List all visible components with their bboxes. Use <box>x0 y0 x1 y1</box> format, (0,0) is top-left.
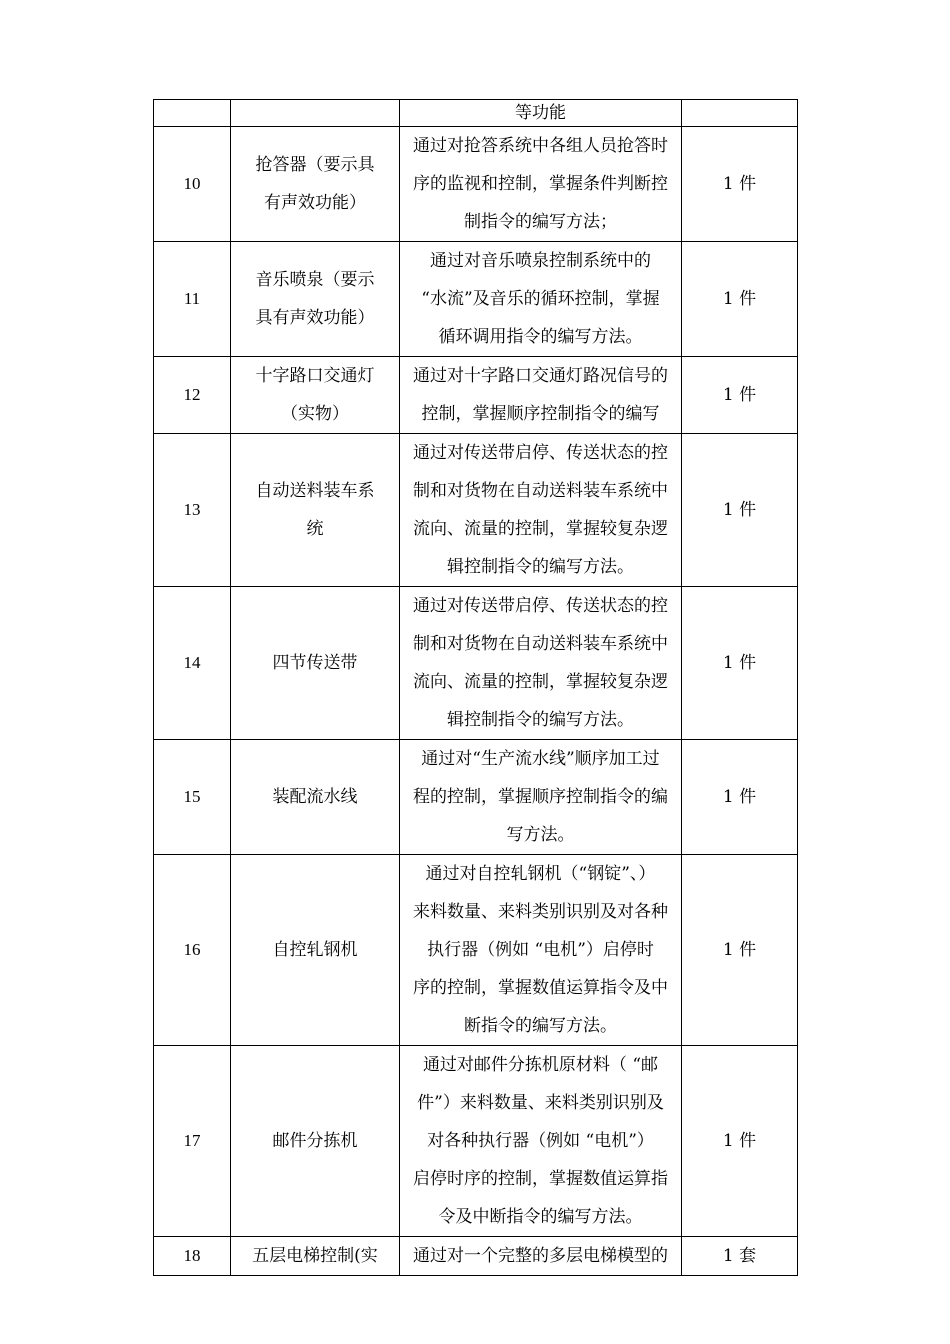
item-name <box>231 587 400 740</box>
item-description-line: 制和对货物在自动送料装车系统中 <box>413 634 668 654</box>
table-row <box>154 740 798 855</box>
item-description <box>400 242 682 357</box>
item-name <box>231 855 400 1046</box>
item-name-line: 有声效功能） <box>264 193 366 213</box>
item-description-line: 来料数量、来料类别识别及对各种 <box>413 902 668 922</box>
item-description-line: 流向、流量的控制，掌握较复杂逻 <box>413 672 668 692</box>
table-row <box>154 587 798 740</box>
item-name <box>231 127 400 242</box>
item-number: 12 <box>154 357 231 434</box>
item-name <box>231 1237 400 1276</box>
item-description-line: 通过对传送带启停、传送状态的控 <box>413 596 668 616</box>
item-description-line: 通过对抢答系统中各组人员抢答时 <box>413 136 668 156</box>
item-description-line: 循环调用指令的编写方法。 <box>438 327 643 347</box>
item-name-line: 统 <box>306 519 324 539</box>
item-name-line: 十字路口交通灯 <box>255 366 375 386</box>
item-description-line: 通过对邮件分拣机原材料（ “邮 <box>422 1055 659 1075</box>
item-description-line: 对各种执行器（例如 “电机”） <box>427 1131 654 1151</box>
item-description-line: 制指令的编写方法； <box>464 212 617 232</box>
item-quantity <box>682 100 798 127</box>
item-number: 10 <box>154 127 231 242</box>
item-description <box>400 740 682 855</box>
item-number: 16 <box>154 855 231 1046</box>
item-description-line: 等功能 <box>515 103 566 123</box>
item-quantity: 1 件 <box>682 587 798 740</box>
item-number: 17 <box>154 1046 231 1237</box>
table-row <box>154 127 798 242</box>
item-quantity: 1 件 <box>682 127 798 242</box>
table-row <box>154 100 798 127</box>
item-number: 11 <box>154 242 231 357</box>
item-quantity: 1 件 <box>682 434 798 587</box>
item-quantity: 1 件 <box>682 1046 798 1237</box>
item-description <box>400 434 682 587</box>
item-name <box>231 242 400 357</box>
item-description <box>400 855 682 1046</box>
item-number: 14 <box>154 587 231 740</box>
item-description-line: 制和对货物在自动送料装车系统中 <box>413 481 668 501</box>
item-description-line: 辑控制指令的编写方法。 <box>447 557 634 577</box>
item-description-line: 通过对音乐喷泉控制系统中的 <box>430 251 651 271</box>
item-quantity: 1 套 <box>682 1237 798 1276</box>
item-description-line: 执行器（例如 “电机”）启停时 <box>427 940 654 960</box>
item-quantity: 1 件 <box>682 242 798 357</box>
item-description-line: 写方法。 <box>506 825 575 845</box>
item-name-line: （实物） <box>281 404 349 424</box>
item-number: 18 <box>154 1237 231 1276</box>
item-description-line: 辑控制指令的编写方法。 <box>447 710 634 730</box>
item-description-line: 序的监视和控制，掌握条件判断控 <box>413 174 668 194</box>
item-name-line: 自控轧钢机 <box>272 940 358 960</box>
item-description-line: “水流”及音乐的循环控制，掌握 <box>421 289 660 309</box>
item-name-line: 装配流水线 <box>272 787 358 807</box>
item-description-line: 件”）来料数量、来料类别识别及 <box>417 1093 664 1113</box>
item-name <box>231 740 400 855</box>
item-name <box>231 357 400 434</box>
table-row <box>154 1237 798 1276</box>
item-number <box>154 100 231 127</box>
item-quantity: 1 件 <box>682 855 798 1046</box>
item-description-line: 断指令的编写方法。 <box>464 1016 617 1036</box>
item-name-line: 邮件分拣机 <box>272 1131 358 1151</box>
item-description-line: 通过对自控轧钢机（“钢锭”、） <box>425 864 656 884</box>
table-row <box>154 357 798 434</box>
item-number: 15 <box>154 740 231 855</box>
item-description-line: 通过对一个完整的多层电梯模型的 <box>413 1246 668 1266</box>
item-name-line: 抢答器（要示具 <box>255 155 375 175</box>
item-description-line: 通过对十字路口交通灯路况信号的 <box>413 366 668 386</box>
item-description <box>400 1237 682 1276</box>
item-name-line: 具有声效功能） <box>255 308 375 328</box>
item-number: 13 <box>154 434 231 587</box>
item-name <box>231 1046 400 1237</box>
table-row <box>154 242 798 357</box>
table-row <box>154 1046 798 1237</box>
item-description <box>400 127 682 242</box>
table-row <box>154 434 798 587</box>
item-description-line: 程的控制，掌握顺序控制指令的编 <box>413 787 668 807</box>
item-name-line: 音乐喷泉（要示 <box>255 270 375 290</box>
table-row <box>154 855 798 1046</box>
item-description-line: 启停时序的控制，掌握数值运算指 <box>413 1169 668 1189</box>
item-name-line: 五层电梯控制(实 <box>252 1246 378 1266</box>
item-name <box>231 100 400 127</box>
item-description-line: 通过对传送带启停、传送状态的控 <box>413 443 668 463</box>
item-description <box>400 100 682 127</box>
item-quantity: 1 件 <box>682 740 798 855</box>
item-description <box>400 1046 682 1237</box>
item-description <box>400 587 682 740</box>
item-description-line: 控制，掌握顺序控制指令的编写 <box>421 404 660 424</box>
item-description-line: 通过对“生产流水线”顺序加工过 <box>421 749 660 769</box>
item-quantity: 1 件 <box>682 357 798 434</box>
item-description-line: 序的控制，掌握数值运算指令及中 <box>413 978 668 998</box>
item-description-line: 流向、流量的控制，掌握较复杂逻 <box>413 519 668 539</box>
equipment-table-body <box>154 100 798 1276</box>
item-description-line: 令及中断指令的编写方法。 <box>438 1207 643 1227</box>
item-name-line: 四节传送带 <box>272 653 358 673</box>
equipment-table <box>153 99 798 1276</box>
item-name-line: 自动送料装车系 <box>255 481 375 501</box>
item-name <box>231 434 400 587</box>
item-description <box>400 357 682 434</box>
